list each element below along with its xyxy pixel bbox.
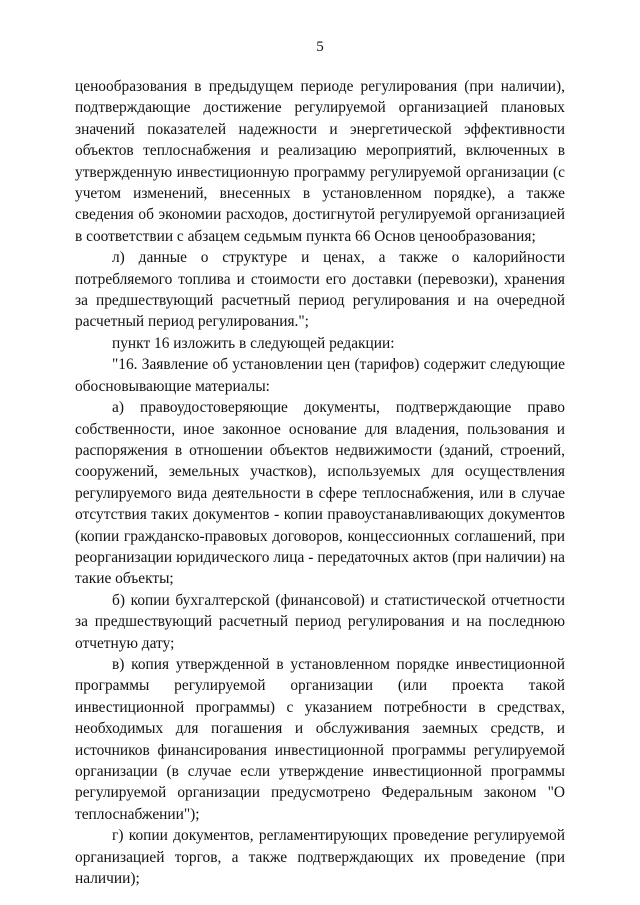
paragraph-point-16-intro: пункт 16 изложить в следующей редакции: — [112, 334, 395, 352]
paragraph-pricing-continuation: ценообразования в предыдущем периоде регулирования (при наличии), подтверждающие достижение регулируемой организацией плановых значений показателей надежности и энергетической эффективности объектов теплоснабжения и реализацию мероприятий, включенных в утвержденную инвестиционную программу регулируемой организации (с учетом изменений, внесенных в установленном порядке), а также сведения об экономии расходов, достигнутой регулируемой организацией в соответствии с абзацем седьмым пункта 66 Основ ценообразования; — [75, 78, 565, 245]
page-number: 5 — [316, 39, 324, 55]
paragraph-item-b: б) копии бухгалтерской (финансовой) и статистической отчетности за предшествующий расчетный период регулирования и на последнюю отчетную дату; — [75, 591, 565, 652]
paragraph-item-a: а) правоудостоверяющие документы, подтверждающие право собственности, иное законное основание для владения, пользования и распоряжения в отношении объектов недвижимости (зданий, строений, сооружений, земельных участков), используемых для осуществления регулируемого вида деятельности в сфере теплоснабжения, или в случае отсутствия таких документов - копии правоустанавливающих документов (копии гражданско-правовых договоров, концессионных соглашений, при реорганизации юридического лица - передаточных актов (при наличии) на такие объекты; — [75, 399, 565, 588]
paragraph-item-g: г) копии документов, регламентирующих проведение регулируемой организацией торгов, а также подтверждающих их проведение (при наличии); — [75, 827, 565, 888]
paragraph-point-16: "16. Заявление об установлении цен (тарифов) содержит следующие обосновывающие материалы: — [75, 356, 565, 395]
document-body — [75, 76, 565, 889]
paragraph-item-v: в) копия утвержденной в установленном порядке инвестиционной программы регулируемой организации (или проекта такой инвестиционной программы) с указанием потребности в средствах, необходимых для погашения и обслуживания заемных средств, и источников финансирования инвестиционной программы регулируемой организации (в случае если утверждение инвестиционной программы регулируемой организации предусмотрено Федеральным законом "О теплоснабжении"); — [75, 655, 565, 823]
paragraph-item-l: л) данные о структуре и ценах, а также о калорийности потребляемого топлива и стоимости его доставки (перевозки), хранения за предшествующий расчетный период регулирования и на очередной расчетный период регулирования."; — [75, 249, 565, 331]
